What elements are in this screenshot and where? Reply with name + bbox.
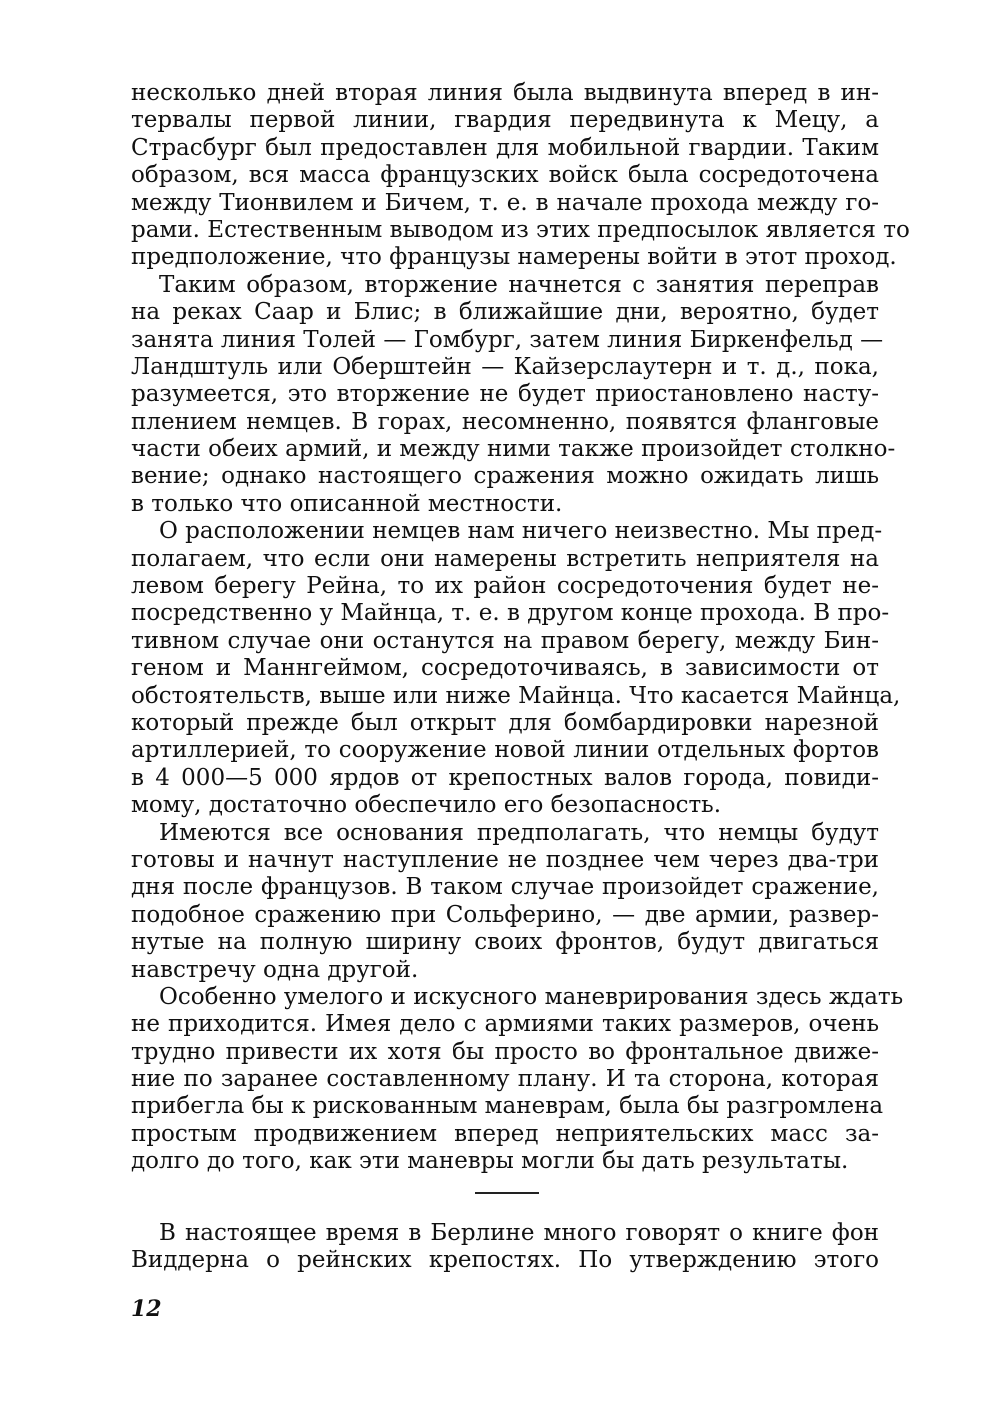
- text-line: рами. Естественным выводом из этих предпосылок является то: [131, 216, 910, 243]
- text-line: левом берегу Рейна, то их район сосредоточения будет не-: [131, 573, 879, 600]
- main-text-column: [131, 80, 910, 1176]
- text-line: в 4 000—5 000 ярдов от крепостных валов города, повиди-: [131, 764, 879, 791]
- text-line: вение; однако настоящего сражения можно ожидать лишь: [131, 463, 879, 490]
- text-line: полагаем, что если они намерены встретить неприятеля на: [131, 545, 879, 572]
- text-line: тивном случае они останутся на правом берегу, между Бин-: [131, 627, 879, 654]
- text-line: Особенно умелого и искусного маневрирования здесь ждать: [159, 983, 904, 1010]
- text-line: Имеются все основания предполагать, что немцы будут: [159, 819, 879, 846]
- section-divider: [475, 1192, 539, 1194]
- text-line: Страсбург был предоставлен для мобильной гвардии. Таким: [131, 134, 879, 161]
- text-line: разумеется, это вторжение не будет приостановлено насту-: [131, 381, 879, 408]
- text-line: плением немцев. В горах, несомненно, появятся фланговые: [131, 408, 879, 435]
- text-line: занята линия Толей — Гомбург, затем линия Биркенфельд —: [131, 326, 884, 353]
- text-line: артиллерией, то сооружение новой линии отдельных фортов: [131, 737, 879, 764]
- text-line: Виддерна о рейнских крепостях. По утверждению этого: [131, 1247, 879, 1274]
- paragraph: [131, 518, 901, 819]
- paragraph: [131, 983, 904, 1176]
- text-line: О расположении немцев нам ничего неизвестно. Мы пред-: [159, 518, 883, 545]
- text-line: трудно привести их хотя бы просто во фронтальное движе-: [131, 1038, 879, 1065]
- text-line: предположение, что французы намерены войти в этот проход.: [131, 244, 897, 271]
- continuation-text: [131, 1220, 879, 1275]
- page-number: 12: [131, 1296, 162, 1322]
- text-line: подобное сражению при Сольферино, — две армии, развер-: [131, 901, 879, 928]
- paragraph: [131, 271, 896, 519]
- text-line: обстоятельств, выше или ниже Майнца. Что касается Майнца,: [131, 682, 901, 709]
- text-line: части обеих армий, и между ними также произойдет столкно-: [131, 436, 896, 463]
- text-line: несколько дней вторая линия была выдвинута вперед в ин-: [131, 80, 879, 106]
- text-line: геном и Маннгеймом, сосредоточиваясь, в зависимости от: [131, 655, 879, 682]
- paragraph: [131, 820, 879, 984]
- text-line: ние по заранее составленному плану. И та сторона, которая: [131, 1066, 879, 1093]
- text-line: навстречу одна другой.: [131, 956, 419, 983]
- text-line: в только что описанной местности.: [131, 490, 563, 517]
- text-line: прибегла бы к рискованным маневрам, была бы разгромлена: [131, 1093, 884, 1120]
- text-line: Ландштуль или Оберштейн — Кайзерслаутерн и т. д., пока,: [131, 353, 879, 380]
- text-line: образом, вся масса французских войск была сосредоточена: [131, 162, 879, 189]
- text-line: В настоящее время в Берлине много говорят о книге фон: [159, 1220, 879, 1246]
- text-line: готовы и начнут наступление не позднее чем через два-три: [131, 846, 879, 873]
- text-line: не приходится. Имея дело с армиями таких размеров, очень: [131, 1011, 879, 1038]
- text-line: тервалы первой линии, гвардия передвинута к Мецу, а: [131, 107, 879, 134]
- text-line: между Тионвилем и Бичем, т. е. в начале прохода между го-: [131, 189, 879, 216]
- text-line: который прежде был открыт для бомбардировки нарезной: [131, 709, 879, 736]
- paragraph: [131, 1220, 879, 1275]
- text-line: простым продвижением вперед неприятельских масс за-: [131, 1120, 879, 1147]
- text-line: мому, достаточно обеспечило его безопасность.: [131, 792, 722, 819]
- text-line: на реках Саар и Блис; в ближайшие дни, вероятно, будет: [131, 299, 879, 326]
- text-line: дня после французов. В таком случае произойдет сражение,: [131, 874, 879, 901]
- paragraph: [131, 80, 910, 272]
- text-line: долго до того, как эти маневры могли бы дать результаты.: [131, 1148, 849, 1175]
- text-line: Таким образом, вторжение начнется с занятия переправ: [159, 271, 879, 298]
- text-line: нутые на полную ширину своих фронтов, будут двигаться: [131, 929, 879, 956]
- text-line: посредственно у Майнца, т. е. в другом конце прохода. В про-: [131, 600, 890, 627]
